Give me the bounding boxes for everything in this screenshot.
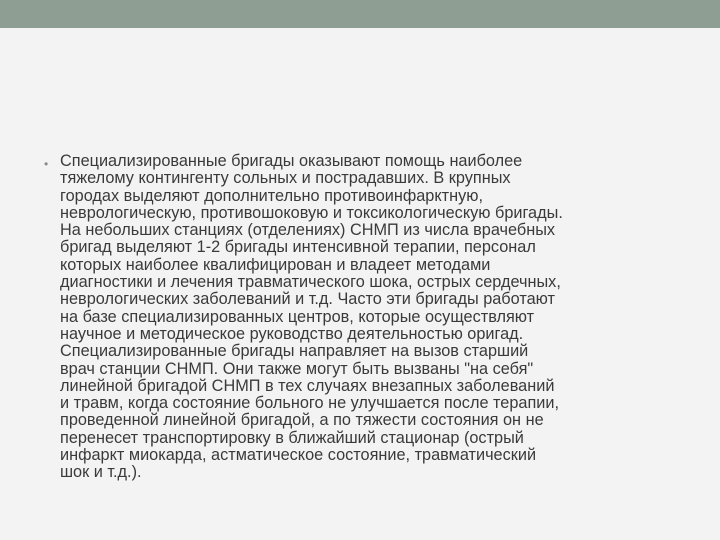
bullet-paragraph: Специализированные бригады оказывают помощь наиболее тяжелому контингенту сольных и пострадавших. В крупных городах выделяют дополнительно противоинфарктную, неврологическую, противошоковую и токсикологическую бригады. На небольших станциях (отделениях) СНМП из числа врачебных бригад выделяют 1-2 бригады интенсивной терапии, персонал которых наиболее квалифицирован и владеет методами диагностики и лечения травматического шока, острых сердечных, неврологических заболеваний и т.д. Часто эти бригады работают на базе специализированных центров, которые осуществляют научное и методическое руководство деятельностью оригад. Специализированные бригады направляет на вызов старший врач станции СНМП. Они также могут быть вызваны "на себя" линейной бригадой СНМП в тех случаях внезапных заболеваний и травм, когда состояние больного не улучшается после терапии, проведенной линейной бригадой, а по тяжести состояния он не перенесет транспортировку в ближайший стационар (острый инфаркт миокарда, астматическое состояние, травматический шок и т.д.). [60, 152, 563, 482]
slide-body [0, 28, 720, 540]
bullet-list [44, 153, 684, 482]
top-color-band [0, 0, 720, 28]
bullet-icon: • [44, 157, 49, 171]
bullet-item [44, 153, 684, 482]
